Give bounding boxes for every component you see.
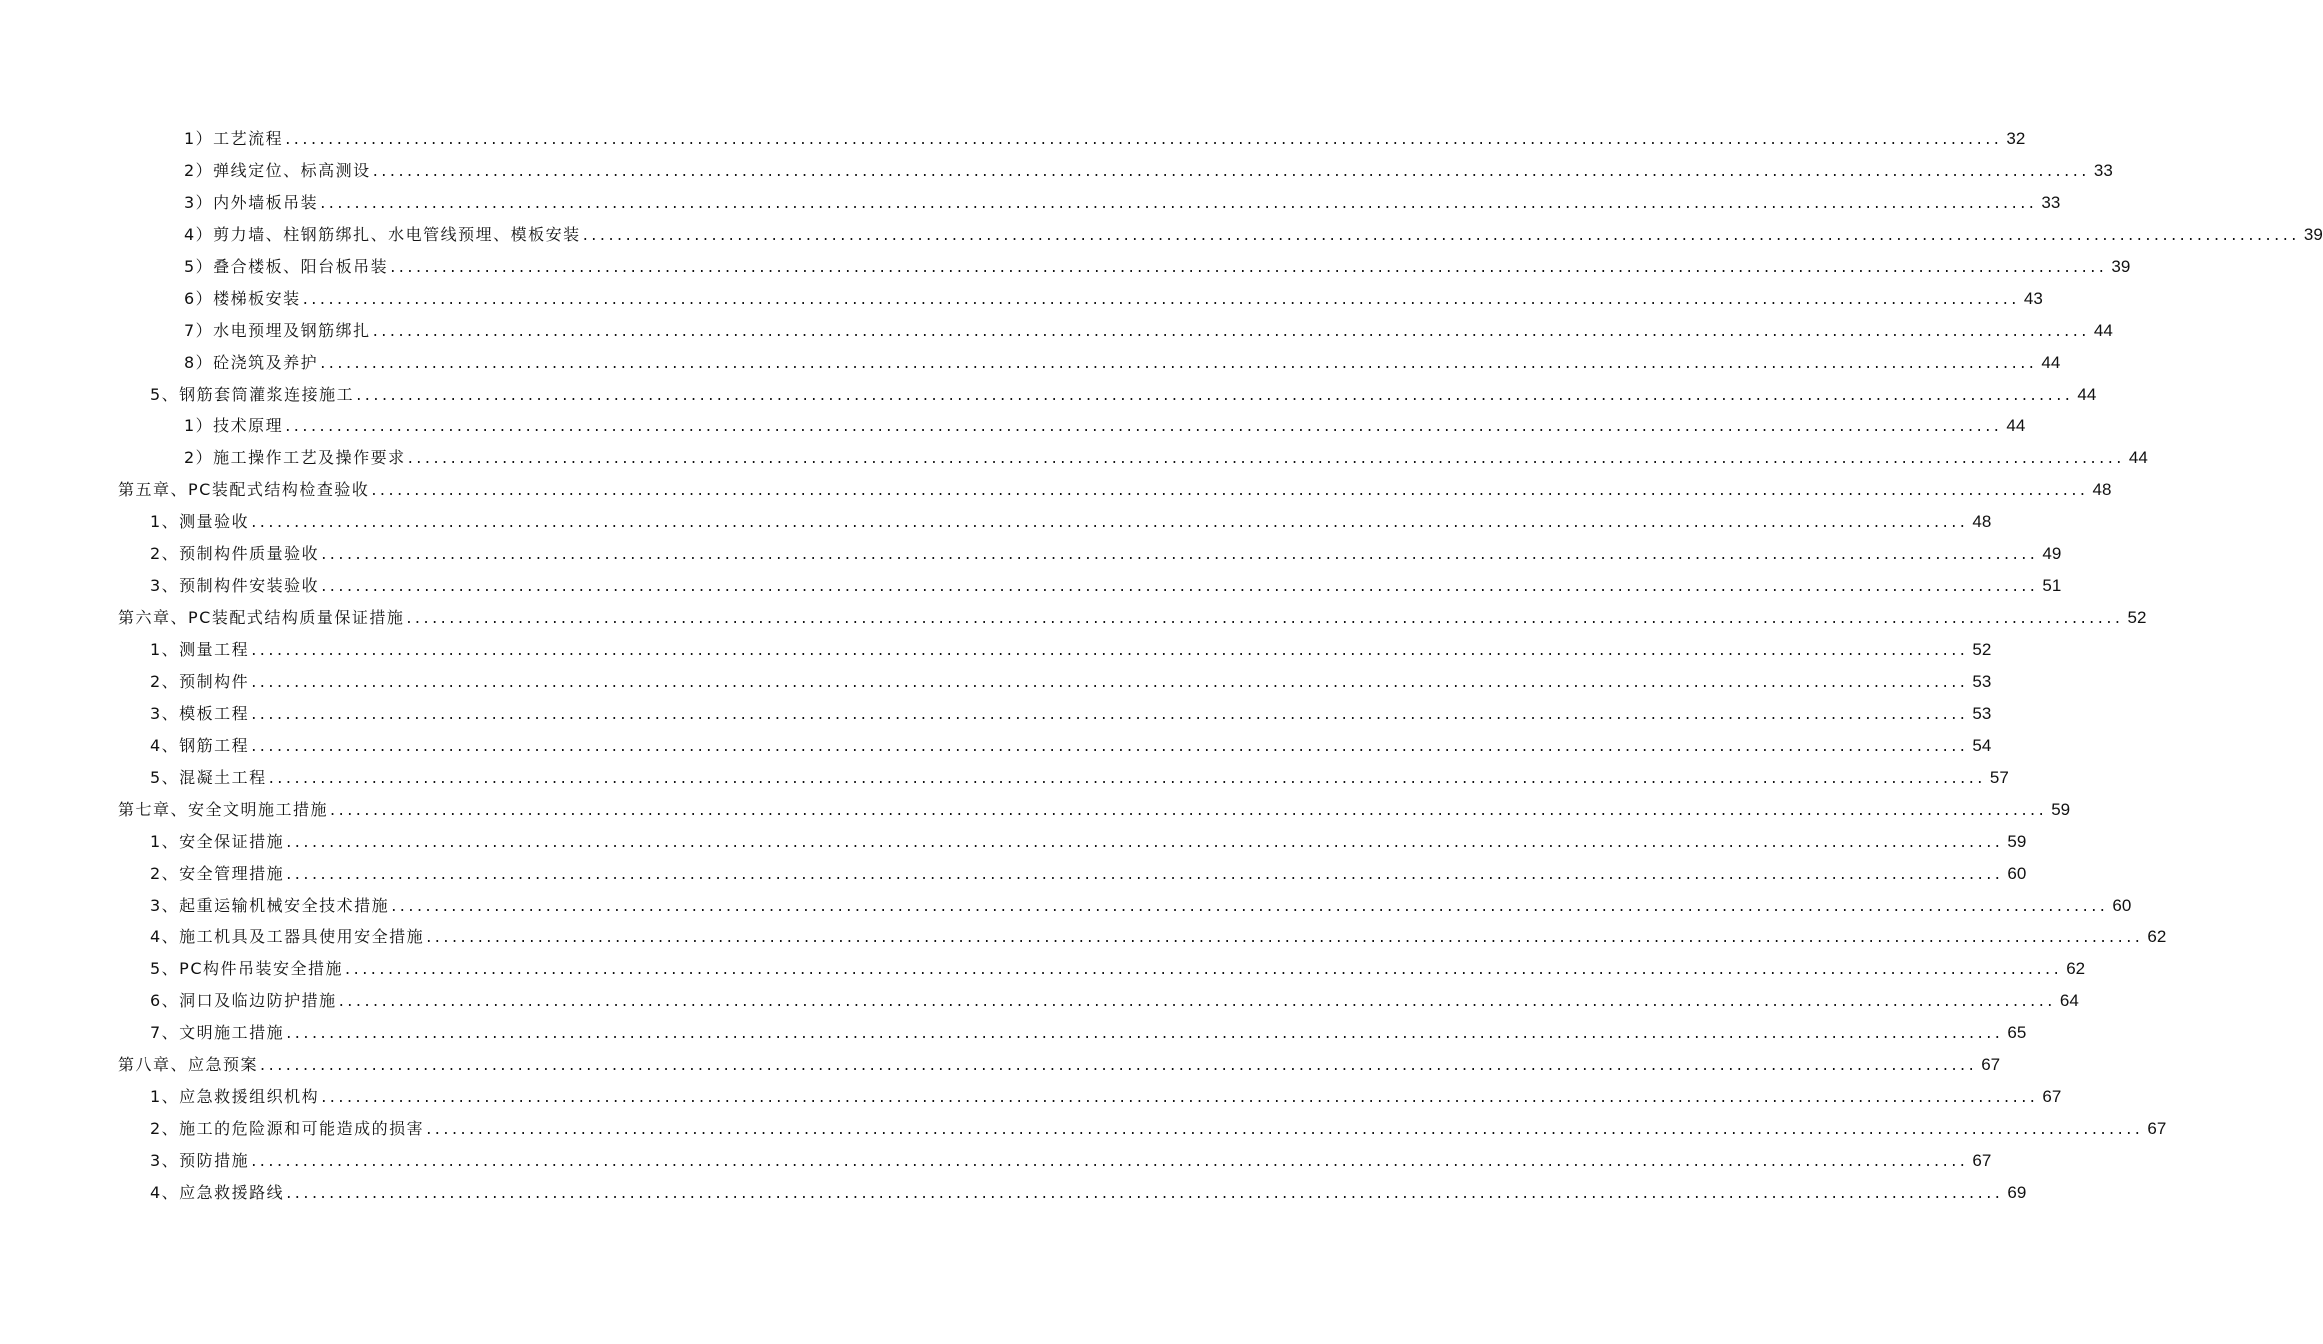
toc-page-number: 67 — [2147, 1119, 2167, 1139]
toc-entry[interactable] — [0, 831, 2027, 863]
toc-entry-title: 3、起重运输机械安全技术措施 — [150, 895, 390, 915]
table-of-contents — [0, 128, 2323, 1214]
toc-entry-title: 第七章、安全文明施工措施 — [118, 799, 329, 819]
toc-entry-title: 3、预防措施 — [150, 1151, 250, 1170]
toc-entry-title: 1）技术原理 — [184, 416, 284, 436]
toc-page-number: 48 — [2092, 480, 2112, 500]
toc-leader-dots: ........................................................................................................................................................................................................ — [582, 224, 2300, 244]
toc-entry[interactable] — [0, 926, 2167, 958]
toc-entry[interactable] — [0, 1086, 2062, 1118]
toc-entry-title: 3、预制构件安装验收 — [150, 576, 320, 596]
toc-entry[interactable] — [0, 128, 2026, 160]
toc-leader-dots: ........................................................................................................................................................................................................ — [426, 1119, 2144, 1139]
toc-leader-dots: ........................................................................................................................................................................................................ — [391, 895, 2109, 915]
toc-page-number: 52 — [2127, 608, 2147, 628]
toc-page-number: 33 — [2041, 192, 2061, 212]
toc-entry-title: 1、测量工程 — [150, 640, 250, 659]
toc-leader-dots: ........................................................................................................................................................................................................ — [286, 831, 2004, 851]
toc-entry[interactable] — [0, 1054, 2001, 1086]
toc-leader-dots: ........................................................................................................................................................................................................ — [285, 416, 2003, 436]
toc-leader-dots: ........................................................................................................................................................................................................ — [251, 1151, 1969, 1170]
toc-page-number: 53 — [1972, 703, 1992, 723]
toc-entry-title: 2）弹线定位、标高测设 — [184, 160, 371, 180]
toc-leader-dots: ........................................................................................................................................................................................................ — [302, 288, 2020, 308]
toc-entry-title: 2、安全管理措施 — [150, 863, 285, 883]
toc-page-number: 59 — [2051, 799, 2071, 819]
toc-entry[interactable] — [0, 607, 2147, 639]
toc-entry[interactable] — [0, 575, 2062, 607]
toc-entry[interactable] — [0, 799, 2071, 831]
toc-page-number: 60 — [2007, 863, 2027, 883]
toc-entry[interactable] — [0, 1022, 2027, 1054]
toc-entry-title: 3）内外墙板吊装 — [184, 192, 319, 212]
toc-leader-dots: ........................................................................................................................................................................................................ — [251, 671, 1969, 691]
toc-page-number: 39 — [2111, 256, 2131, 276]
toc-leader-dots: ........................................................................................................................................................................................................ — [268, 767, 1986, 787]
toc-page-number: 59 — [2007, 831, 2027, 851]
toc-leader-dots: ........................................................................................................................................................................................................ — [251, 640, 1969, 659]
toc-leader-dots: ........................................................................................................................................................................................................ — [345, 959, 2063, 979]
toc-leader-dots: ........................................................................................................................................................................................................ — [407, 448, 2125, 468]
toc-entry-title: 4）剪力墙、柱钢筋绑扎、水电管线预埋、模板安装 — [184, 224, 581, 244]
toc-entry[interactable] — [0, 895, 2132, 927]
toc-page-number: 67 — [1972, 1151, 1992, 1170]
toc-page-number: 69 — [2007, 1182, 2027, 1202]
toc-leader-dots: ........................................................................................................................................................................................................ — [356, 384, 2074, 404]
toc-entry[interactable] — [0, 479, 2112, 511]
toc-page-number: 49 — [2042, 544, 2062, 564]
toc-page-number: 51 — [2042, 576, 2062, 596]
toc-entry[interactable] — [0, 1150, 1992, 1182]
toc-entry[interactable] — [0, 511, 1992, 543]
toc-entry-title: 5、钢筋套筒灌浆连接施工 — [150, 384, 355, 404]
toc-entry-title: 2）施工操作工艺及操作要求 — [184, 448, 406, 468]
toc-leader-dots: ........................................................................................................................................................................................................ — [372, 160, 2090, 180]
toc-leader-dots: ........................................................................................................................................................................................................ — [286, 1023, 2004, 1043]
toc-entry[interactable] — [0, 958, 2086, 990]
toc-leader-dots: ........................................................................................................................................................................................................ — [321, 544, 2039, 564]
toc-entry-title: 2、施工的危险源和可能造成的损害 — [150, 1119, 425, 1139]
toc-page-number: 62 — [2066, 959, 2086, 979]
toc-leader-dots: ........................................................................................................................................................................................................ — [320, 352, 2038, 372]
toc-entry-title: 1、应急救援组织机构 — [150, 1087, 320, 1107]
toc-entry-title: 6、洞口及临边防护措施 — [150, 991, 337, 1011]
toc-entry[interactable] — [0, 990, 2079, 1022]
toc-leader-dots: ........................................................................................................................................................................................................ — [320, 192, 2038, 212]
toc-page-number: 43 — [2023, 288, 2043, 308]
toc-entry-title: 7、文明施工措施 — [150, 1023, 285, 1043]
toc-entry[interactable] — [0, 863, 2027, 895]
toc-leader-dots: ........................................................................................................................................................................................................ — [260, 1055, 1978, 1075]
toc-leader-dots: ........................................................................................................................................................................................................ — [338, 991, 2056, 1011]
toc-entry[interactable] — [0, 1118, 2167, 1150]
toc-page-number: 62 — [2147, 927, 2167, 947]
toc-entry[interactable] — [0, 192, 2061, 224]
toc-leader-dots: ........................................................................................................................................................................................................ — [371, 480, 2089, 500]
toc-entry[interactable] — [0, 767, 2009, 799]
toc-entry[interactable] — [0, 447, 2148, 479]
toc-entry-title: 第五章、PC装配式结构检查验收 — [118, 480, 370, 500]
toc-entry-title: 4、应急救援路线 — [150, 1182, 285, 1202]
toc-entry-title: 3、模板工程 — [150, 703, 250, 723]
toc-leader-dots: ........................................................................................................................................................................................................ — [406, 608, 2124, 628]
toc-page-number: 32 — [2006, 129, 2026, 148]
toc-entry-title: 5、PC构件吊装安全措施 — [150, 959, 344, 979]
toc-entry-title: 2、预制构件质量验收 — [150, 544, 320, 564]
toc-entry-title: 第八章、应急预案 — [118, 1055, 259, 1075]
toc-leader-dots: ........................................................................................................................................................................................................ — [390, 256, 2108, 276]
toc-entry[interactable] — [0, 543, 2062, 575]
toc-entry[interactable] — [0, 256, 2131, 288]
toc-page-number: 44 — [2041, 352, 2061, 372]
toc-entry-title: 1、测量验收 — [150, 512, 250, 532]
toc-leader-dots: ........................................................................................................................................................................................................ — [251, 735, 1969, 755]
toc-entry[interactable] — [0, 415, 2026, 447]
toc-entry-title: 5、混凝土工程 — [150, 767, 267, 787]
toc-entry[interactable] — [0, 288, 2043, 320]
toc-leader-dots: ........................................................................................................................................................................................................ — [330, 799, 2048, 819]
toc-leader-dots: ........................................................................................................................................................................................................ — [251, 512, 1969, 532]
toc-entry[interactable] — [0, 639, 1992, 671]
toc-entry-title: 第六章、PC装配式结构质量保证措施 — [118, 608, 405, 628]
toc-entry-title: 7）水电预埋及钢筋绑扎 — [184, 320, 371, 340]
toc-leader-dots: ........................................................................................................................................................................................................ — [286, 863, 2004, 883]
toc-entry-title: 6）楼梯板安装 — [184, 288, 301, 308]
toc-entry-title: 8）砼浇筑及养护 — [184, 352, 319, 372]
toc-page-number: 44 — [2128, 448, 2148, 468]
toc-page-number: 44 — [2006, 416, 2026, 436]
toc-page-number: 60 — [2112, 895, 2132, 915]
toc-entry[interactable] — [0, 735, 1992, 767]
toc-page-number: 44 — [2093, 320, 2113, 340]
toc-entry[interactable] — [0, 384, 2097, 416]
toc-page-number: 64 — [2059, 991, 2079, 1011]
toc-entry[interactable] — [0, 224, 2323, 256]
toc-page-number: 67 — [2042, 1087, 2062, 1107]
toc-page-number: 57 — [1989, 767, 2009, 787]
toc-entry-title: 4、钢筋工程 — [150, 735, 250, 755]
toc-entry-title: 5）叠合楼板、阳台板吊装 — [184, 256, 389, 276]
toc-page-number: 44 — [2077, 384, 2097, 404]
toc-page-number: 67 — [1981, 1055, 2001, 1075]
toc-leader-dots: ........................................................................................................................................................................................................ — [372, 320, 2090, 340]
toc-entry[interactable] — [0, 703, 1992, 735]
toc-entry[interactable] — [0, 160, 2113, 192]
toc-entry-title: 2、预制构件 — [150, 671, 250, 691]
toc-page-number: 65 — [2007, 1023, 2027, 1043]
toc-entry-title: 1、安全保证措施 — [150, 831, 285, 851]
toc-entry[interactable] — [0, 671, 1992, 703]
toc-leader-dots: ........................................................................................................................................................................................................ — [251, 703, 1969, 723]
toc-page-number: 33 — [2093, 160, 2113, 180]
toc-entry[interactable] — [0, 320, 2113, 352]
toc-page-number: 54 — [1972, 735, 1992, 755]
toc-leader-dots: ........................................................................................................................................................................................................ — [321, 1087, 2039, 1107]
toc-page-number: 53 — [1972, 671, 1992, 691]
toc-entry-title: 4、施工机具及工器具使用安全措施 — [150, 927, 425, 947]
toc-page-number: 48 — [1972, 512, 1992, 532]
toc-page-number: 52 — [1972, 640, 1992, 659]
toc-leader-dots: ........................................................................................................................................................................................................ — [321, 576, 2039, 596]
toc-leader-dots: ........................................................................................................................................................................................................ — [285, 129, 2003, 148]
toc-entry[interactable] — [0, 1182, 2027, 1214]
toc-entry[interactable] — [0, 352, 2061, 384]
toc-page-number: 39 — [2303, 224, 2323, 244]
toc-entry-title: 1）工艺流程 — [184, 129, 284, 148]
toc-leader-dots: ........................................................................................................................................................................................................ — [426, 927, 2144, 947]
toc-leader-dots: ........................................................................................................................................................................................................ — [286, 1182, 2004, 1202]
